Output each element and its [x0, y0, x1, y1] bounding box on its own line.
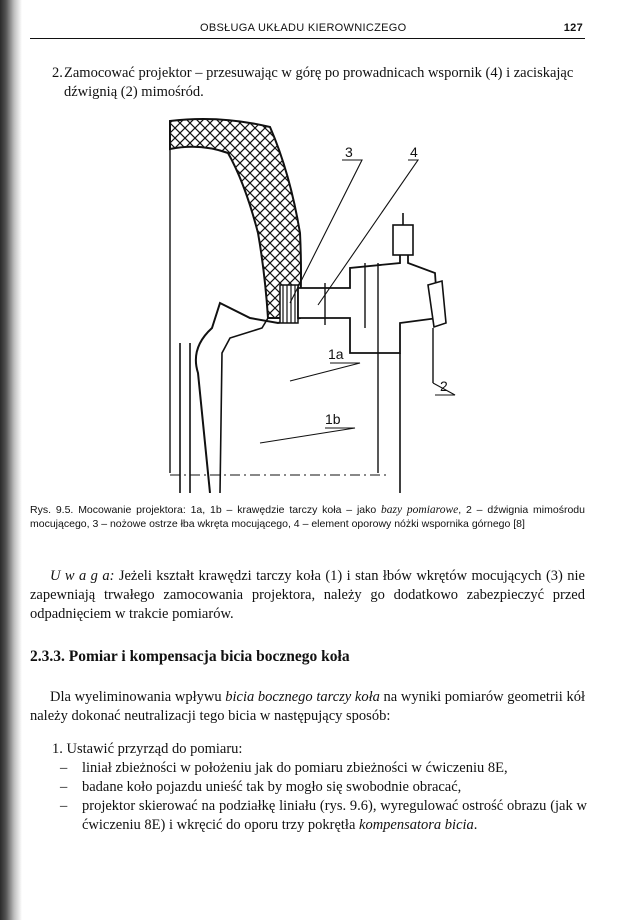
para-after: na wyniki pomiarów geometrii kół należy dokonać neutralizacji tego bicia w następujący sposób: — [30, 689, 585, 724]
running-title: OBSŁUGA UKŁADU KIEROWNICZEGO — [200, 22, 407, 34]
bullet-list — [52, 759, 587, 835]
item-number: 1. — [52, 741, 63, 757]
intro-paragraph — [30, 688, 585, 726]
note-label: U w a g a: — [50, 568, 115, 584]
dash-marker: – — [60, 779, 68, 795]
projector-bracket — [298, 228, 438, 353]
section-heading: 2.3.3. Pomiar i kompensacja bicia bocznego koła — [30, 648, 350, 665]
para-before: Dla wyeliminowania wpływu — [50, 689, 226, 705]
label-1a: 1a — [328, 346, 344, 362]
caption-italic: bazy pomiarowe — [381, 504, 459, 516]
note-text: Jeżeli kształt krawędzi tarczy koła (1) i stan łbów wkrętów mocujących (3) nie zapewniają trwałego zamocowania projektora, należy go dodatkowo zabezpieczyć przed odpadnięciem w trakcie pomiarów. — [30, 568, 585, 622]
rim-inner — [220, 318, 268, 493]
disc-edge — [180, 343, 190, 493]
dash-marker: – — [60, 760, 68, 776]
figure-9-5-drawing — [150, 113, 480, 493]
list-item — [52, 797, 587, 835]
label-3: 3 — [345, 144, 353, 160]
label-2: 2 — [440, 378, 448, 394]
page-header — [30, 18, 585, 39]
rim-outline — [196, 303, 300, 493]
step-number: 2. — [52, 65, 63, 81]
bullet-text: liniał zbieżności w położeniu jak do pomiaru zbieżności w ćwiczeniu 8E, — [82, 760, 508, 776]
label-1b: 1b — [325, 411, 341, 427]
caption-prefix: Rys. 9.5. Mocowanie projektora: 1a, 1b – krawędzie tarczy koła – jako — [30, 504, 382, 516]
bullet-end: . — [473, 817, 478, 833]
para-italic: bicia bocznego tarczy koła — [225, 689, 380, 705]
step-2-paragraph — [52, 64, 592, 102]
page-number: 127 — [563, 22, 583, 34]
procedure-list — [52, 740, 587, 835]
item-text: Ustawić przyrząd do pomiaru: — [66, 741, 243, 757]
bullet-italic: kompensatora bicia — [359, 817, 474, 833]
list-item — [52, 778, 587, 797]
figure-caption — [30, 503, 585, 531]
step-text: Zamocować projektor – przesuwając w górę po prowadnicach wspornik (4) i zaciskając dźwignią (2) mimośród. — [64, 65, 574, 100]
note-paragraph — [30, 567, 585, 624]
caption-rest: , 2 – dźwignia mimośrodu mocującego, 3 – nożowe ostrze łba wkręta mocującego, 4 – element oporowy nóżki wspornika górnego [8] — [30, 504, 585, 530]
bullet-text: projektor skierować na podziałkę liniału (rys. 9.6), wyregulować ostrość obrazu (jak w ćwiczeniu 8E) i wkręcić do oporu trzy pokrętła — [82, 798, 587, 833]
label-4: 4 — [410, 144, 418, 160]
list-item — [52, 759, 587, 778]
dash-marker: – — [60, 798, 68, 814]
eccentric-lever — [428, 281, 446, 327]
scan-binding-shadow — [0, 0, 22, 920]
list-item — [52, 740, 587, 759]
bullet-text: badane koło pojazdu unieść tak by mogło się swobodnie obracać, — [82, 779, 462, 795]
